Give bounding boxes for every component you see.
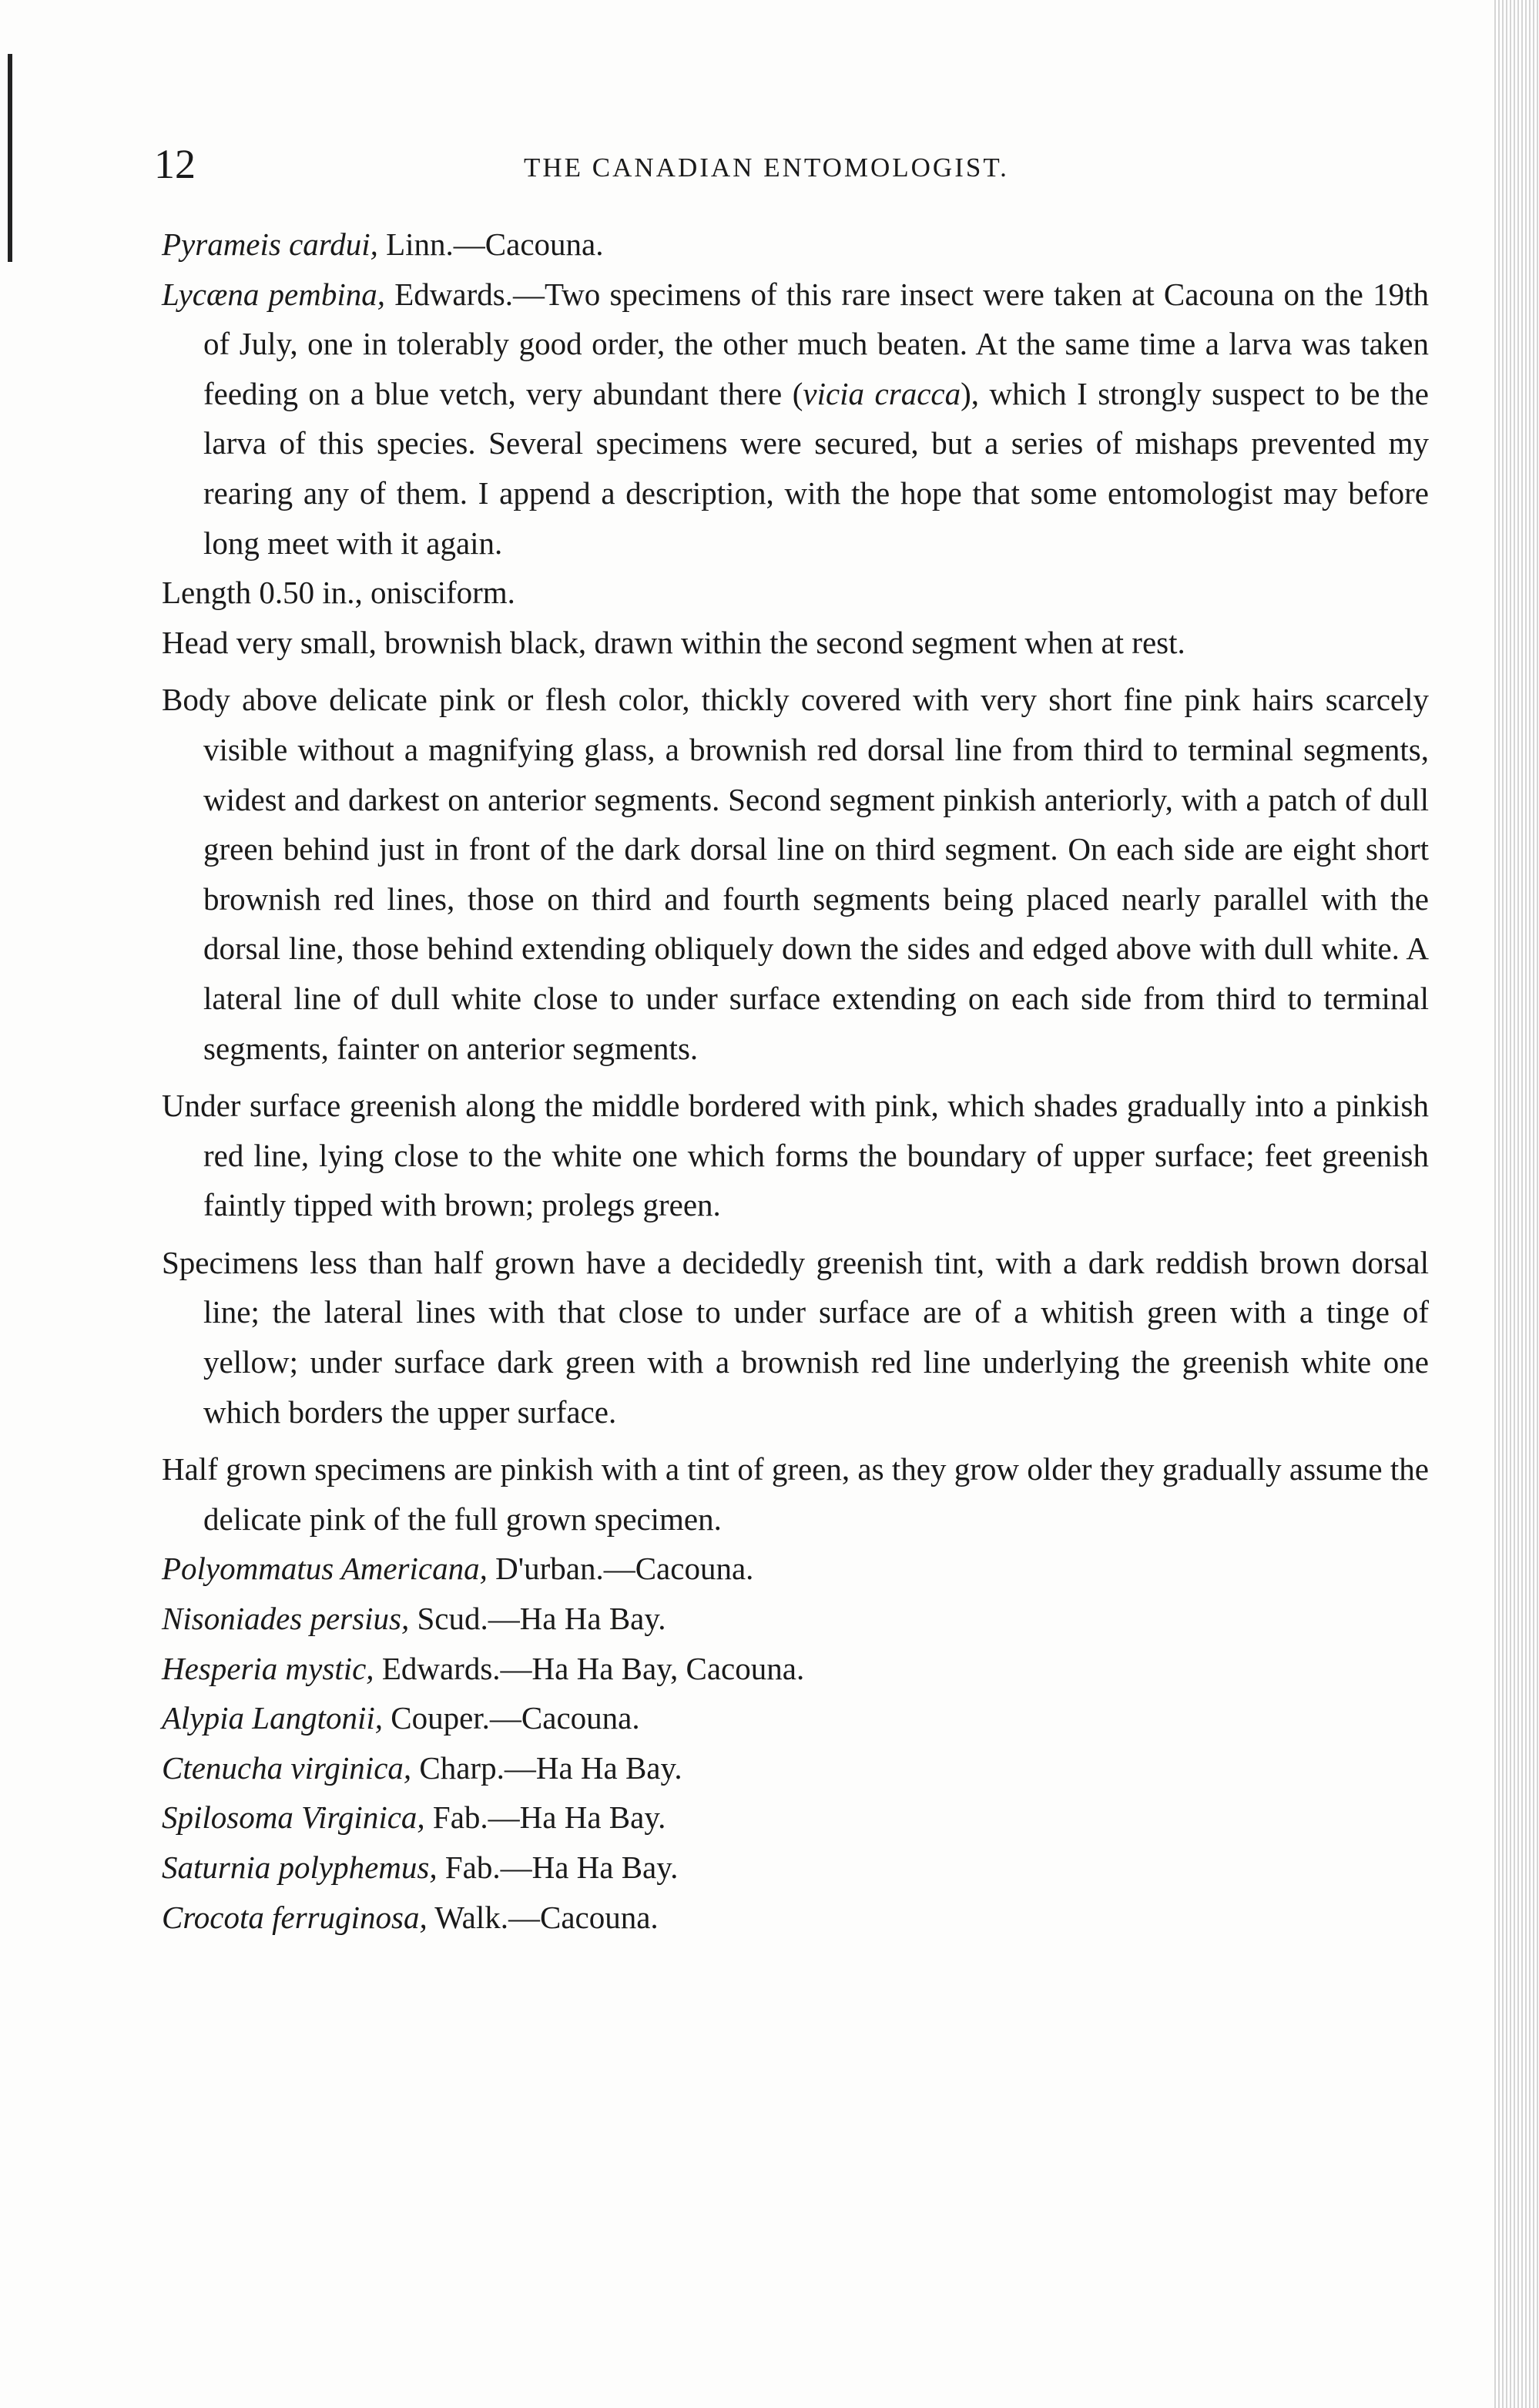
scan-edge-right bbox=[1494, 0, 1539, 2408]
running-title: THE CANADIAN ENTOMOLOGIST. bbox=[524, 153, 1009, 183]
entry-lycaena-pembina bbox=[162, 270, 1429, 568]
species-name: Crocota ferruginosa, bbox=[162, 1899, 428, 1935]
entry-text: Scud.—Ha Ha Bay. bbox=[409, 1601, 666, 1637]
entry-text: Edwards.—Two specimens of this rare insect were taken at Cacouna on the 19th of July, one in tolerably good order, the other much beaten. At the same time a larva was taken feeding on a blue vetch, very abundant there ( bbox=[203, 276, 1430, 411]
plant-name: vicia cracca bbox=[803, 375, 961, 411]
entry-text: Fab.—Ha Ha Bay. bbox=[424, 1799, 666, 1836]
entry-crocota-ferruginosa bbox=[162, 1893, 1429, 1943]
scan-edge-left bbox=[8, 54, 12, 262]
entry-spilosoma-virginica bbox=[162, 1793, 1429, 1843]
species-name: Polyommatus Americana, bbox=[162, 1551, 488, 1587]
species-name: Lycæna pembina, bbox=[162, 276, 386, 312]
entry-text: ), which I strongly suspect to be the larva of this species. Several specimens were secured, but a series of mishaps prevented my rearing any of them. I append a description, with the hope that some entomologist may before long meet with it again. bbox=[203, 375, 1429, 561]
entry-text: Couper.—Cacouna. bbox=[383, 1700, 640, 1736]
entry-text: Edwards.—Ha Ha Bay, Cacouna. bbox=[374, 1650, 805, 1686]
species-name: Nisoniades persius, bbox=[162, 1601, 410, 1637]
species-name: Hesperia mystic, bbox=[162, 1650, 374, 1686]
entry-alypia-langtonii bbox=[162, 1693, 1429, 1743]
species-name: Spilosoma Virginica, bbox=[162, 1799, 425, 1836]
entry-text: Fab.—Ha Ha Bay. bbox=[437, 1850, 679, 1885]
entry-text: Walk.—Cacouna. bbox=[427, 1899, 659, 1935]
larva-head: Head very small, brownish black, drawn within the second segment when at rest. bbox=[162, 624, 1185, 660]
page-header bbox=[154, 137, 1417, 191]
entry-saturnia-polyphemus bbox=[162, 1843, 1429, 1893]
larva-length: Length 0.50 in., onisciform. bbox=[162, 575, 515, 611]
species-name: Alypia Langtonii, bbox=[162, 1700, 383, 1736]
species-name: Ctenucha virginica, bbox=[162, 1749, 412, 1786]
entry-polyommatus-americana bbox=[162, 1544, 1429, 1594]
entry-text: D'urban.—Cacouna. bbox=[487, 1551, 754, 1587]
larva-body: Body above delicate pink or flesh color, thickly covered with very short fine pink hairs scarcely visible without a magnifying glass, a brownish red dorsal line from third to terminal segments, widest and darkest on anterior segments. Second segment pinkish anteriorly, with a patch of dull green behind just in front of the dark dorsal line on third segment. On each side are eight short brownish red lines, those on third and fourth segments being placed nearly parallel with the dorsal line, those behind extending obliquely down the sides and edged above with dull white. A lateral line of dull white close to under surface extending on each side from third to terminal segments, fainter on anterior segments. bbox=[162, 682, 1429, 1066]
species-name: Saturnia polyphemus, bbox=[162, 1850, 438, 1885]
page-number: 12 bbox=[154, 141, 196, 187]
body-text bbox=[162, 220, 1429, 1942]
entry-pyrameis-cardui bbox=[162, 220, 1429, 270]
entry-ctenucha-virginica bbox=[162, 1743, 1429, 1793]
entry-text: Charp.—Ha Ha Bay. bbox=[411, 1749, 682, 1786]
entry-text: Linn.—Cacouna. bbox=[377, 226, 604, 262]
larva-half-grown: Half grown specimens are pinkish with a tint of green, as they grow older they gradually assume the delicate pink of the full grown specimen. bbox=[162, 1451, 1429, 1537]
species-name: Pyrameis cardui, bbox=[162, 226, 378, 262]
larva-under-surface: Under surface greenish along the middle bordered with pink, which shades gradually into a pinkish red line, lying close to the white one which forms the boundary of upper surface; feet greenish faintly tipped with brown; prolegs green. bbox=[162, 1088, 1429, 1223]
larva-young-specimens: Specimens less than half grown have a decidedly greenish tint, with a dark reddish brown dorsal line; the lateral lines with that close to under surface are of a whitish green with a tinge of yellow; under surface dark green with a brownish red line underlying the greenish white one which borders the upper surface. bbox=[162, 1244, 1429, 1430]
entry-nisoniades-persius bbox=[162, 1594, 1429, 1644]
entry-hesperia-mystic bbox=[162, 1644, 1429, 1694]
